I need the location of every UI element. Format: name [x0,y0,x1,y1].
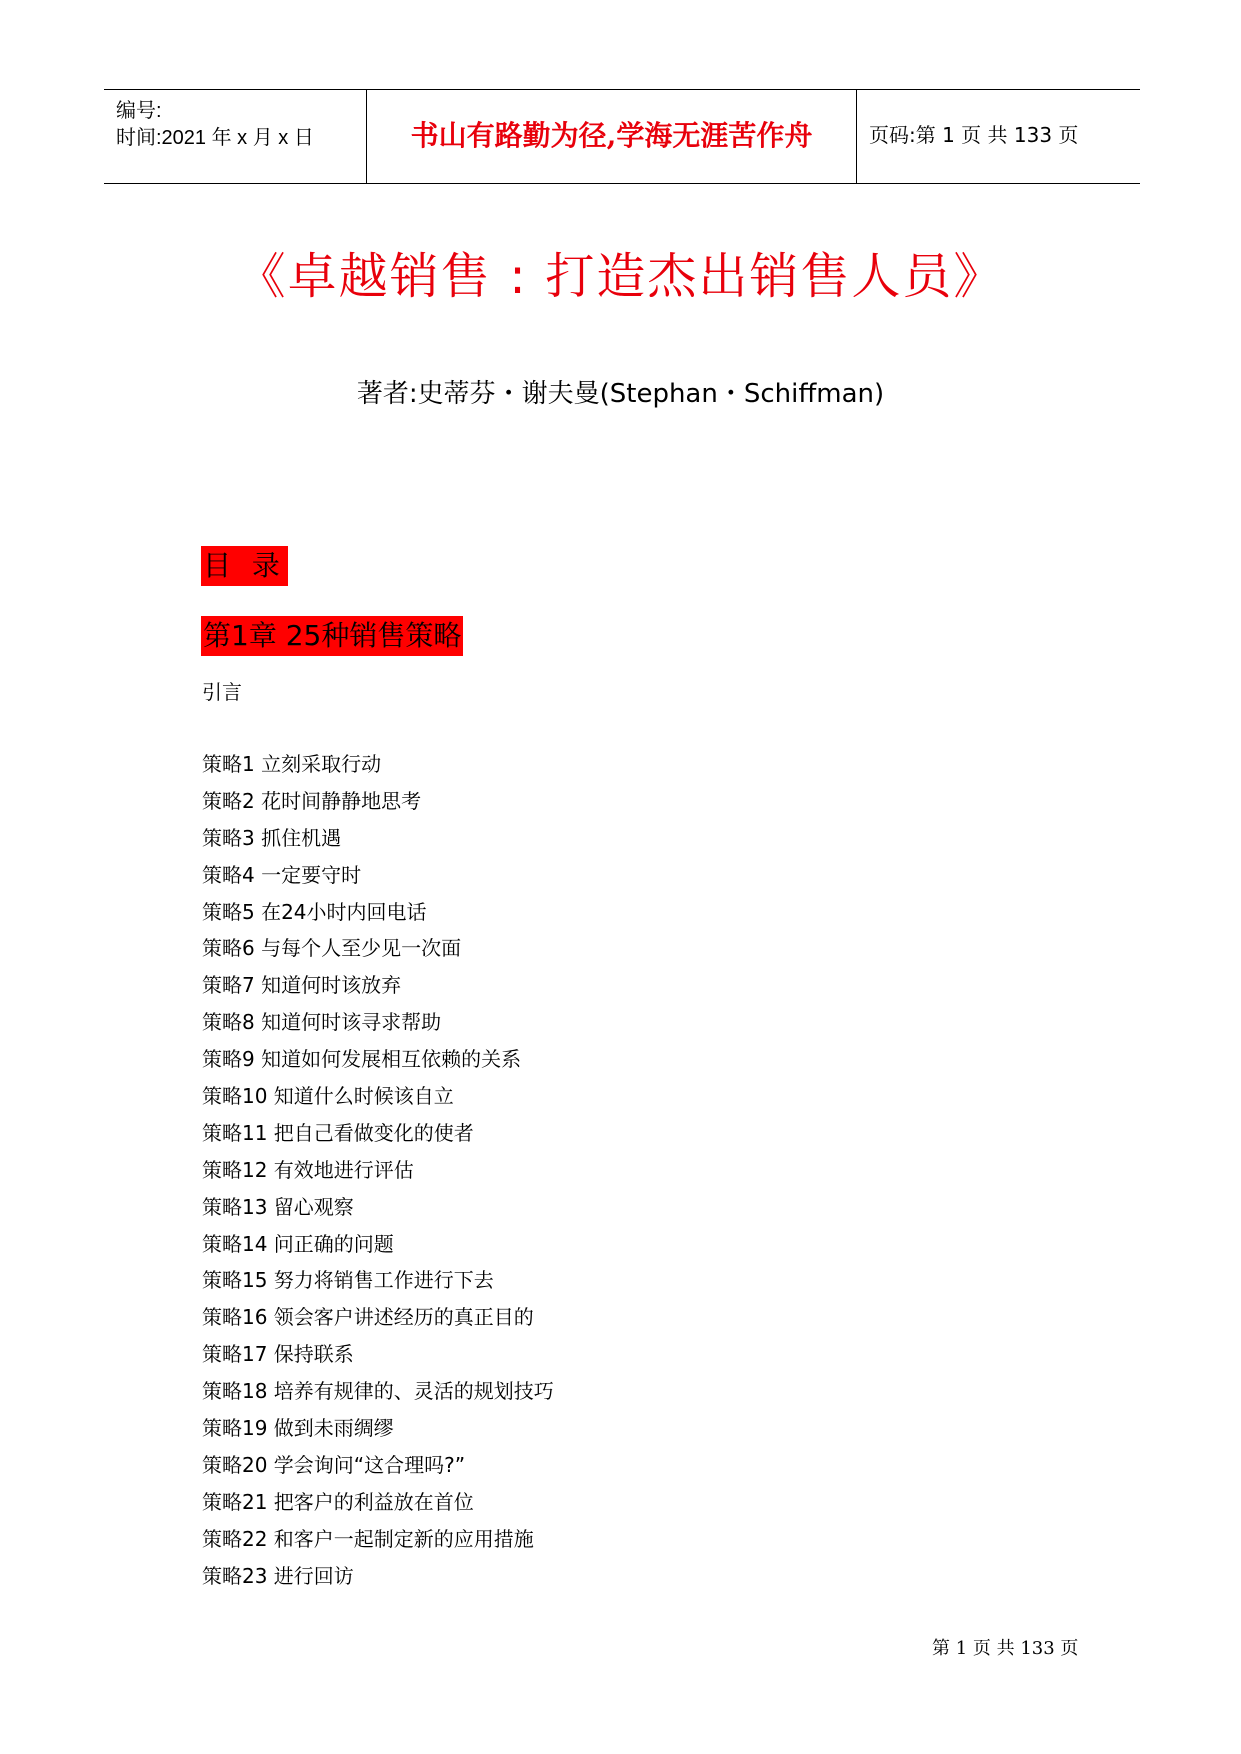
document-title: 《卓越销售 : 打造杰出销售人员》 [236,248,1005,305]
document-number-label: 编号: [116,100,162,122]
strategy-item: 策略15 努力将销售工作进行下去 [202,1268,494,1293]
strategy-item: 策略2 花时间静静地思考 [202,788,422,813]
strategy-list [202,746,554,1594]
strategy-item: 策略14 问正确的问题 [202,1231,394,1256]
document-date-label: 时间:2021 年 x 月 x 日 [116,127,314,149]
page-footer: 第 1 页 共 133 页 [932,1638,1079,1659]
strategy-item: 策略6 与每个人至少见一次面 [202,936,462,961]
strategy-item: 策略17 保持联系 [202,1342,354,1367]
strategy-item: 策略16 领会客户讲述经历的真正目的 [202,1305,534,1330]
strategy-item: 策略22 和客户一起制定新的应用措施 [202,1526,534,1551]
strategy-item: 策略4 一定要守时 [202,862,362,887]
strategy-item: 策略7 知道何时该放弃 [202,973,402,998]
header-page-info: 页码:第 1 页 共 133 页 [869,123,1079,147]
author-line: 著者:史蒂芬・谢夫曼(Stephan・Schiffman) [356,379,885,409]
strategy-item: 策略8 知道何时该寻求帮助 [202,1010,442,1035]
header-table [104,89,1140,184]
strategy-item: 策略3 抓住机遇 [202,825,342,850]
strategy-item: 策略5 在24小时内回电话 [202,899,427,924]
strategy-item: 策略10 知道什么时候该自立 [202,1084,454,1109]
chapter-heading: 第1章 25种销售策略 [201,616,463,656]
toc-heading: 目 录 [201,546,288,586]
header-meta-cell [104,90,367,183]
strategy-item: 策略23 进行回访 [202,1563,354,1588]
strategy-item: 策略21 把客户的利益放在首位 [202,1489,474,1514]
strategy-item: 策略20 学会询问“这合理吗?” [202,1452,466,1477]
strategy-item: 策略11 把自己看做变化的使者 [202,1120,474,1145]
strategy-item: 策略18 培养有规律的、灵活的规划技巧 [202,1379,554,1404]
strategy-item: 策略1 立刻采取行动 [202,752,382,776]
strategy-item: 策略12 有效地进行评估 [202,1157,414,1182]
strategy-item: 策略9 知道如何发展相互依赖的关系 [202,1047,522,1072]
header-motto: 书山有路勤为径,学海无涯苦作舟 [367,90,857,183]
strategy-item: 策略19 做到未雨绸缪 [202,1416,394,1441]
strategy-item: 策略13 留心观察 [202,1194,354,1219]
toc-intro-entry: 引言 [202,680,242,704]
